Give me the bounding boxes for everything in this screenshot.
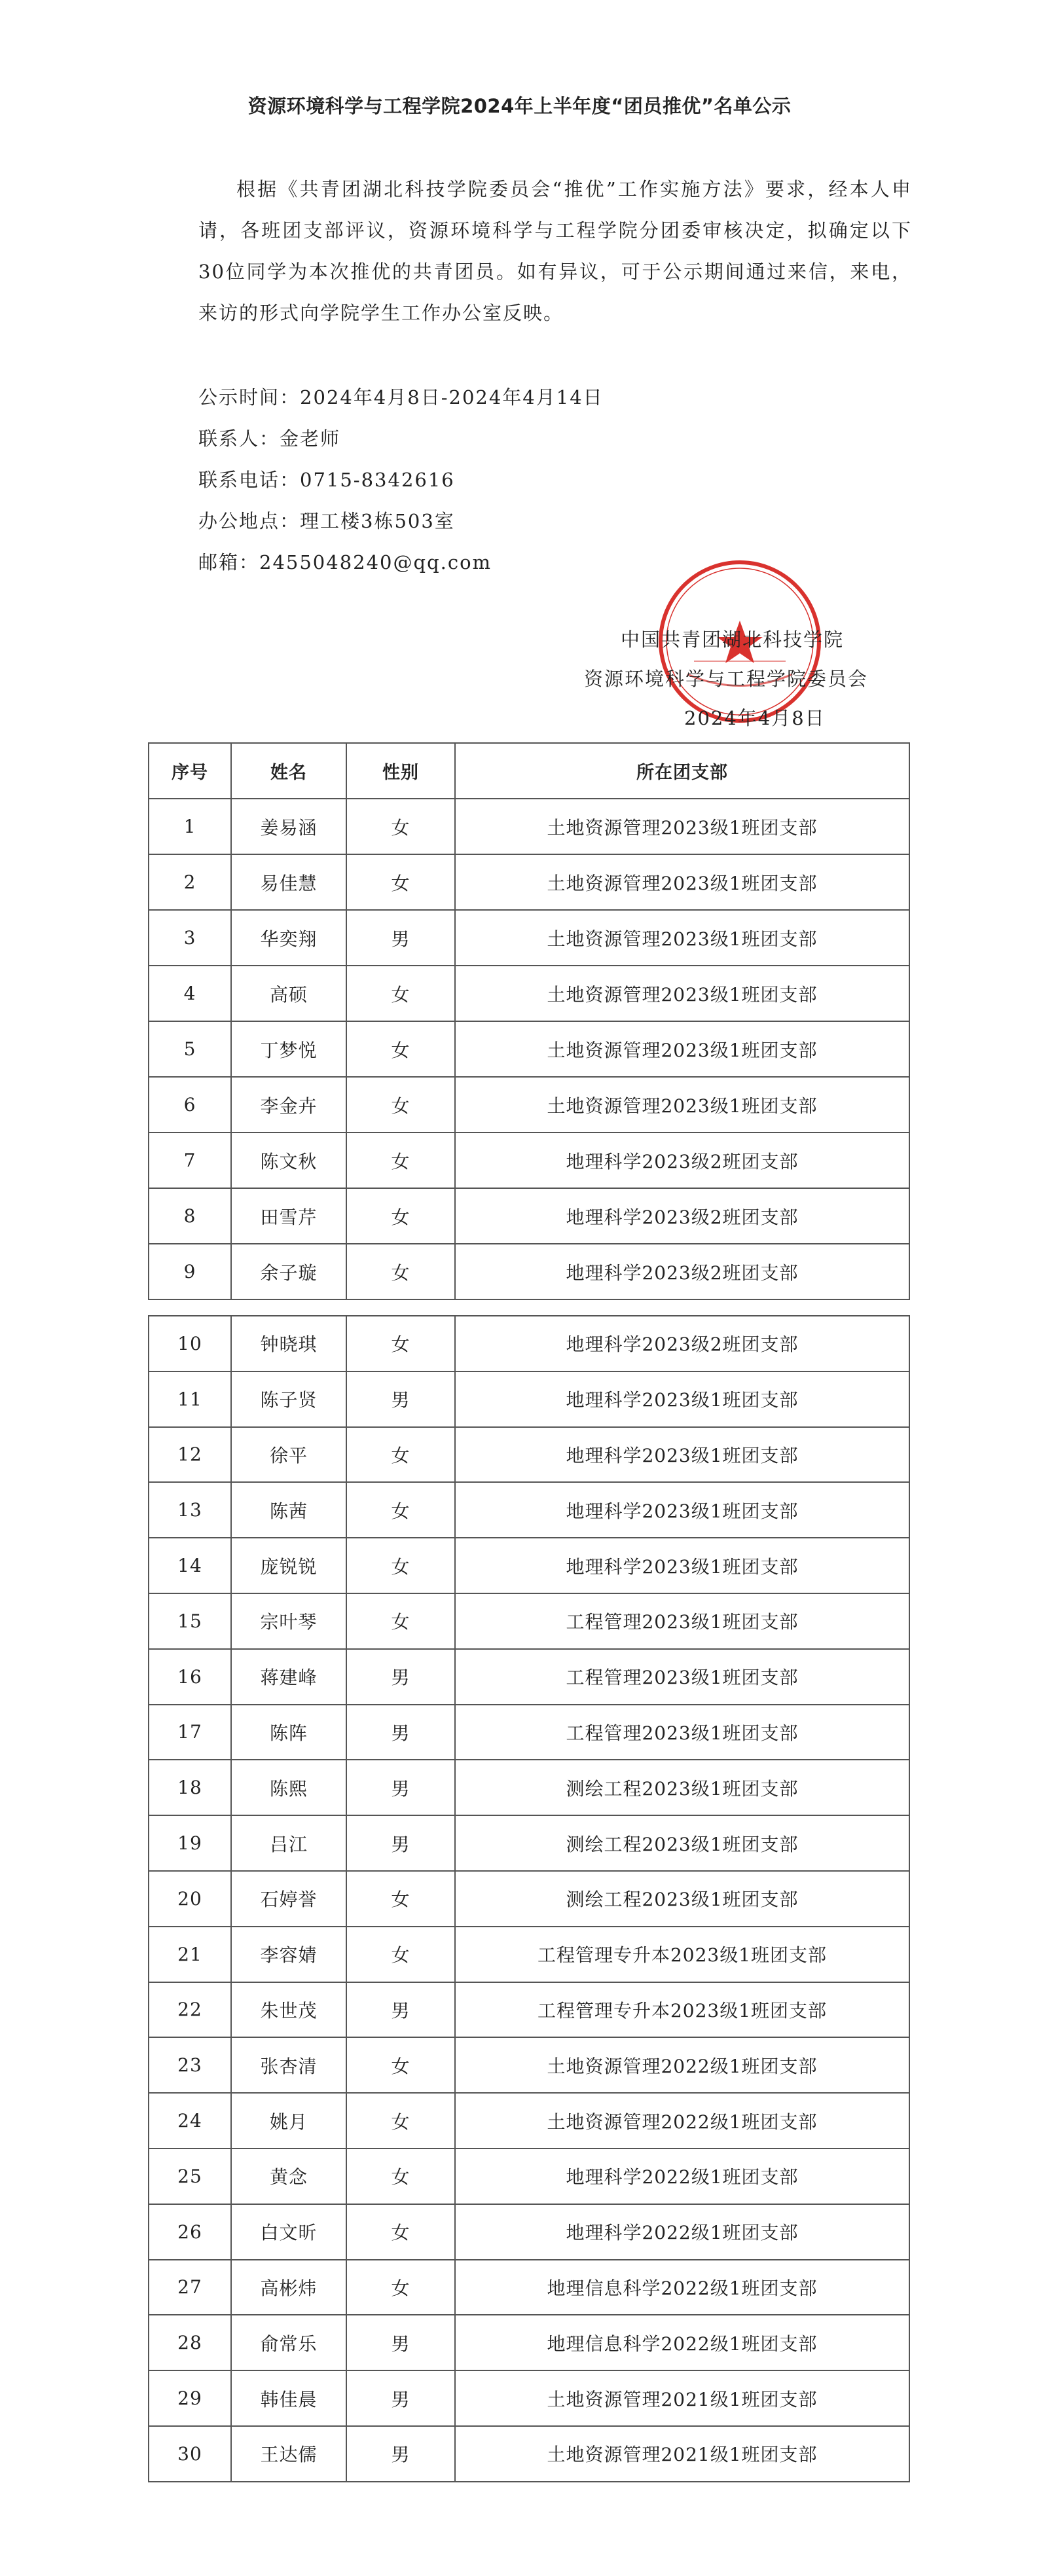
table-row bbox=[149, 1705, 909, 1760]
cell-name: 张杏清 bbox=[231, 2037, 346, 2093]
cell-branch: 土地资源管理2021级1班团支部 bbox=[455, 2370, 909, 2426]
cell-index: 1 bbox=[149, 799, 231, 854]
signature-line-2: 资源环境科学与工程学院委员会 bbox=[584, 668, 869, 690]
table-row bbox=[149, 1927, 909, 1982]
cell-index: 9 bbox=[149, 1244, 231, 1299]
cell-index: 20 bbox=[149, 1871, 231, 1927]
cell-name: 余子璇 bbox=[231, 1244, 346, 1299]
cell-index: 30 bbox=[149, 2426, 231, 2482]
cell-gender: 男 bbox=[346, 2426, 455, 2482]
cell-name: 李金卉 bbox=[231, 1077, 346, 1133]
cell-name: 钟晓琪 bbox=[231, 1316, 346, 1371]
cell-index: 27 bbox=[149, 2260, 231, 2315]
cell-index: 17 bbox=[149, 1705, 231, 1760]
cell-gender: 女 bbox=[346, 1133, 455, 1188]
cell-name: 李容婧 bbox=[231, 1927, 346, 1982]
table-row bbox=[149, 1021, 909, 1077]
header-index: 序号 bbox=[149, 743, 231, 799]
table-header-row bbox=[149, 743, 909, 799]
cell-name: 陈文秋 bbox=[231, 1133, 346, 1188]
cell-index: 28 bbox=[149, 2315, 231, 2370]
cell-branch: 地理科学2022级1班团支部 bbox=[455, 2149, 909, 2204]
header-gender: 性别 bbox=[346, 743, 455, 799]
cell-gender: 男 bbox=[346, 1371, 455, 1427]
cell-index: 22 bbox=[149, 1982, 231, 2038]
table-row bbox=[149, 1815, 909, 1871]
cell-branch: 测绘工程2023级1班团支部 bbox=[455, 1871, 909, 1927]
cell-name: 陈茜 bbox=[231, 1482, 346, 1538]
cell-name: 俞常乐 bbox=[231, 2315, 346, 2370]
table-row bbox=[149, 1982, 909, 2038]
table-row bbox=[149, 1133, 909, 1188]
table-row bbox=[149, 1760, 909, 1815]
cell-index: 11 bbox=[149, 1371, 231, 1427]
info-period: 公示时间：2024年4月8日-2024年4月14日 bbox=[198, 386, 604, 408]
cell-gender: 男 bbox=[346, 1815, 455, 1871]
table-row bbox=[149, 1649, 909, 1705]
cell-index: 14 bbox=[149, 1538, 231, 1593]
signature-line-1: 中国共青团湖北科技学院 bbox=[621, 628, 845, 651]
cell-gender: 男 bbox=[346, 1705, 455, 1760]
cell-branch: 地理科学2023级2班团支部 bbox=[455, 1133, 909, 1188]
cell-branch: 土地资源管理2022级1班团支部 bbox=[455, 2037, 909, 2093]
cell-gender: 女 bbox=[346, 966, 455, 1021]
cell-name: 韩佳晨 bbox=[231, 2370, 346, 2426]
cell-name: 王达儒 bbox=[231, 2426, 346, 2482]
cell-branch: 工程管理2023级1班团支部 bbox=[455, 1705, 909, 1760]
info-phone: 联系电话：0715-8342616 bbox=[198, 469, 455, 491]
cell-index: 25 bbox=[149, 2149, 231, 2204]
body-paragraph: 根据《共青团湖北科技学院委员会“推优”工作实施方法》要求，经本人申请，各班团支部评议，资源环境科学与工程学院分团委审核决定，拟确定以下30位同学为本次推优的共青团员。如有异议，可于公示期间通过来信，来电，来访的形式向学院学生工作办公室反映。 bbox=[198, 178, 912, 324]
cell-gender: 女 bbox=[346, 1482, 455, 1538]
cell-name: 徐平 bbox=[231, 1427, 346, 1483]
cell-branch: 地理科学2023级1班团支部 bbox=[455, 1371, 909, 1427]
cell-branch: 地理信息科学2022级1班团支部 bbox=[455, 2260, 909, 2315]
cell-gender: 女 bbox=[346, 799, 455, 854]
cell-gender: 女 bbox=[346, 1927, 455, 1982]
cell-branch: 地理科学2023级2班团支部 bbox=[455, 1188, 909, 1244]
info-contact: 联系人：金老师 bbox=[198, 427, 341, 450]
cell-index: 21 bbox=[149, 1927, 231, 1982]
cell-branch: 测绘工程2023级1班团支部 bbox=[455, 1760, 909, 1815]
cell-index: 13 bbox=[149, 1482, 231, 1538]
cell-branch: 工程管理2023级1班团支部 bbox=[455, 1649, 909, 1705]
cell-gender: 女 bbox=[346, 2260, 455, 2315]
table-row bbox=[149, 1316, 909, 1371]
table-row bbox=[149, 1538, 909, 1593]
cell-name: 白文昕 bbox=[231, 2204, 346, 2260]
table-row bbox=[149, 799, 909, 854]
cell-index: 8 bbox=[149, 1188, 231, 1244]
cell-name: 华奕翔 bbox=[231, 910, 346, 966]
cell-branch: 土地资源管理2023级1班团支部 bbox=[455, 1077, 909, 1133]
cell-branch: 土地资源管理2023级1班团支部 bbox=[455, 799, 909, 854]
table-row bbox=[149, 1427, 909, 1483]
cell-name: 陈阵 bbox=[231, 1705, 346, 1760]
cell-index: 19 bbox=[149, 1815, 231, 1871]
cell-gender: 男 bbox=[346, 2315, 455, 2370]
cell-index: 3 bbox=[149, 910, 231, 966]
cell-gender: 女 bbox=[346, 1427, 455, 1483]
table-row bbox=[149, 1244, 909, 1299]
cell-index: 5 bbox=[149, 1021, 231, 1077]
cell-gender: 男 bbox=[346, 910, 455, 966]
table-row bbox=[149, 2426, 909, 2482]
cell-gender: 女 bbox=[346, 2037, 455, 2093]
cell-name: 朱世茂 bbox=[231, 1982, 346, 2038]
table-row bbox=[149, 1482, 909, 1538]
cell-gender: 男 bbox=[346, 1982, 455, 2038]
table-row bbox=[149, 1871, 909, 1927]
cell-name: 高彬炜 bbox=[231, 2260, 346, 2315]
cell-name: 高硕 bbox=[231, 966, 346, 1021]
table-row bbox=[149, 910, 909, 966]
cell-name: 田雪芹 bbox=[231, 1188, 346, 1244]
cell-name: 易佳慧 bbox=[231, 854, 346, 910]
table-row bbox=[149, 1077, 909, 1133]
table-row bbox=[149, 2260, 909, 2315]
cell-name: 丁梦悦 bbox=[231, 1021, 346, 1077]
cell-gender: 女 bbox=[346, 854, 455, 910]
cell-branch: 地理科学2023级1班团支部 bbox=[455, 1427, 909, 1483]
table-body-part-1 bbox=[149, 799, 909, 1299]
cell-gender: 女 bbox=[346, 2149, 455, 2204]
cell-index: 10 bbox=[149, 1316, 231, 1371]
table-row bbox=[149, 854, 909, 910]
header-branch: 所在团支部 bbox=[455, 743, 909, 799]
table-row bbox=[149, 2370, 909, 2426]
signature-date: 2024年4月8日 bbox=[684, 707, 826, 729]
cell-branch: 地理科学2023级2班团支部 bbox=[455, 1244, 909, 1299]
table-row bbox=[149, 1371, 909, 1427]
cell-gender: 女 bbox=[346, 1538, 455, 1593]
cell-gender: 女 bbox=[346, 1871, 455, 1927]
cell-name: 姜易涵 bbox=[231, 799, 346, 854]
document-title: 资源环境科学与工程学院2024年上半年度“团员推优”名单公示 bbox=[247, 95, 792, 117]
cell-gender: 女 bbox=[346, 1188, 455, 1244]
cell-gender: 女 bbox=[346, 2093, 455, 2149]
table-row bbox=[149, 1593, 909, 1649]
table-row bbox=[149, 1188, 909, 1244]
cell-name: 吕江 bbox=[231, 1815, 346, 1871]
table-row bbox=[149, 2093, 909, 2149]
cell-index: 16 bbox=[149, 1649, 231, 1705]
cell-gender: 女 bbox=[346, 1021, 455, 1077]
cell-index: 26 bbox=[149, 2204, 231, 2260]
cell-index: 2 bbox=[149, 854, 231, 910]
cell-name: 姚月 bbox=[231, 2093, 346, 2149]
cell-branch: 地理科学2023级1班团支部 bbox=[455, 1538, 909, 1593]
cell-name: 宗叶琴 bbox=[231, 1593, 346, 1649]
header-name: 姓名 bbox=[231, 743, 346, 799]
cell-branch: 地理科学2023级2班团支部 bbox=[455, 1316, 909, 1371]
cell-branch: 土地资源管理2022级1班团支部 bbox=[455, 2093, 909, 2149]
cell-index: 6 bbox=[149, 1077, 231, 1133]
cell-gender: 女 bbox=[346, 1593, 455, 1649]
cell-name: 陈子贤 bbox=[231, 1371, 346, 1427]
cell-branch: 地理科学2023级1班团支部 bbox=[455, 1482, 909, 1538]
cell-index: 7 bbox=[149, 1133, 231, 1188]
cell-branch: 工程管理2023级1班团支部 bbox=[455, 1593, 909, 1649]
roster-table-part-2 bbox=[148, 1315, 910, 2482]
table-row bbox=[149, 2204, 909, 2260]
cell-index: 23 bbox=[149, 2037, 231, 2093]
cell-name: 蒋建峰 bbox=[231, 1649, 346, 1705]
roster-table-part-1 bbox=[148, 742, 910, 1300]
cell-branch: 土地资源管理2023级1班团支部 bbox=[455, 854, 909, 910]
info-office: 办公地点：理工楼3栋503室 bbox=[198, 510, 455, 532]
cell-index: 24 bbox=[149, 2093, 231, 2149]
table-row bbox=[149, 2149, 909, 2204]
cell-index: 15 bbox=[149, 1593, 231, 1649]
cell-index: 4 bbox=[149, 966, 231, 1021]
table-row bbox=[149, 2037, 909, 2093]
cell-gender: 男 bbox=[346, 2370, 455, 2426]
cell-branch: 工程管理专升本2023级1班团支部 bbox=[455, 1982, 909, 2038]
cell-branch: 测绘工程2023级1班团支部 bbox=[455, 1815, 909, 1871]
cell-index: 18 bbox=[149, 1760, 231, 1815]
cell-branch: 土地资源管理2023级1班团支部 bbox=[455, 910, 909, 966]
table-body-part-2 bbox=[149, 1316, 909, 2482]
cell-branch: 土地资源管理2023级1班团支部 bbox=[455, 1021, 909, 1077]
cell-index: 12 bbox=[149, 1427, 231, 1483]
cell-gender: 女 bbox=[346, 1316, 455, 1371]
cell-gender: 女 bbox=[346, 1244, 455, 1299]
cell-index: 29 bbox=[149, 2370, 231, 2426]
cell-name: 黄念 bbox=[231, 2149, 346, 2204]
table-row bbox=[149, 2315, 909, 2370]
cell-branch: 地理科学2022级1班团支部 bbox=[455, 2204, 909, 2260]
info-email: 邮箱：2455048240@qq.com bbox=[198, 551, 492, 573]
table-row bbox=[149, 966, 909, 1021]
cell-gender: 男 bbox=[346, 1649, 455, 1705]
cell-gender: 女 bbox=[346, 2204, 455, 2260]
cell-branch: 土地资源管理2023级1班团支部 bbox=[455, 966, 909, 1021]
cell-branch: 土地资源管理2021级1班团支部 bbox=[455, 2426, 909, 2482]
cell-branch: 工程管理专升本2023级1班团支部 bbox=[455, 1927, 909, 1982]
cell-name: 庞锐锐 bbox=[231, 1538, 346, 1593]
cell-name: 陈熙 bbox=[231, 1760, 346, 1815]
cell-branch: 地理信息科学2022级1班团支部 bbox=[455, 2315, 909, 2370]
cell-gender: 女 bbox=[346, 1077, 455, 1133]
cell-gender: 男 bbox=[346, 1760, 455, 1815]
cell-name: 石婷誉 bbox=[231, 1871, 346, 1927]
